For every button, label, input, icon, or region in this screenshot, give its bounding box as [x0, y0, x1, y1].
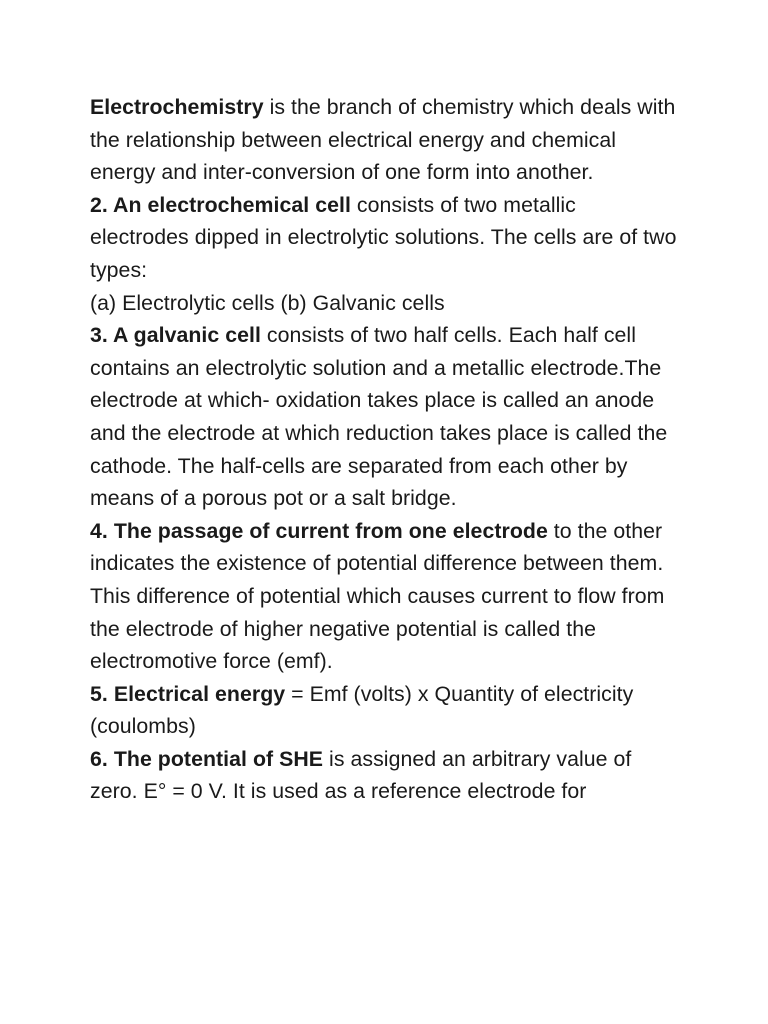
bold-term: 5. Electrical energy [90, 681, 286, 706]
bold-term: 3. A galvanic cell [90, 323, 261, 348]
paragraph-text: consists of two half cells. Each half cell contains an electrolytic solution and a metallic electrode.The electrode at which- oxidation takes place is called an anode and the electrode at which reduction takes place is called the cathode. The half-cells are separated from each other by means of a porous pot or a salt bridge. [90, 323, 668, 511]
paragraph-text: (a) Electrolytic cells (b) Galvanic cells [90, 290, 445, 315]
paragraph-text: is the branch of chemistry which deals with the relationship between electrical energy and chemical energy and inter-conversion of one form into another. [90, 95, 676, 185]
paragraph-she-potential [90, 743, 680, 808]
paragraph-current-passage [90, 515, 680, 678]
paragraph-text: = Emf (volts) x Quantity of electricity (coulombs) [90, 681, 634, 739]
paragraph-text: is assigned an arbitrary value of zero. E° = 0 V. It is used as a reference electrode for [90, 746, 632, 804]
document-body [90, 91, 680, 808]
bold-term: Electrochemistry [90, 95, 264, 119]
paragraph-electrochemistry-definition [90, 91, 680, 189]
paragraph-text: consists of two metallic electrodes dipped in electrolytic solutions. The cells are of two types: [90, 192, 677, 282]
bold-term: 6. The potential of SHE [90, 746, 324, 771]
paragraph-electrical-energy [90, 678, 680, 743]
paragraph-cell-types [90, 287, 680, 320]
paragraph-text: to the other indicates the existence of potential difference between them. This difference of potential which causes current to flow from the electrode of higher negative potential is called the electromotive force (emf). [90, 518, 665, 674]
bold-term: 2. An electrochemical cell [90, 192, 351, 217]
paragraph-electrochemical-cell [90, 189, 680, 287]
bold-term: 4. The passage of current from one electrode [90, 518, 548, 543]
paragraph-galvanic-cell [90, 319, 680, 515]
